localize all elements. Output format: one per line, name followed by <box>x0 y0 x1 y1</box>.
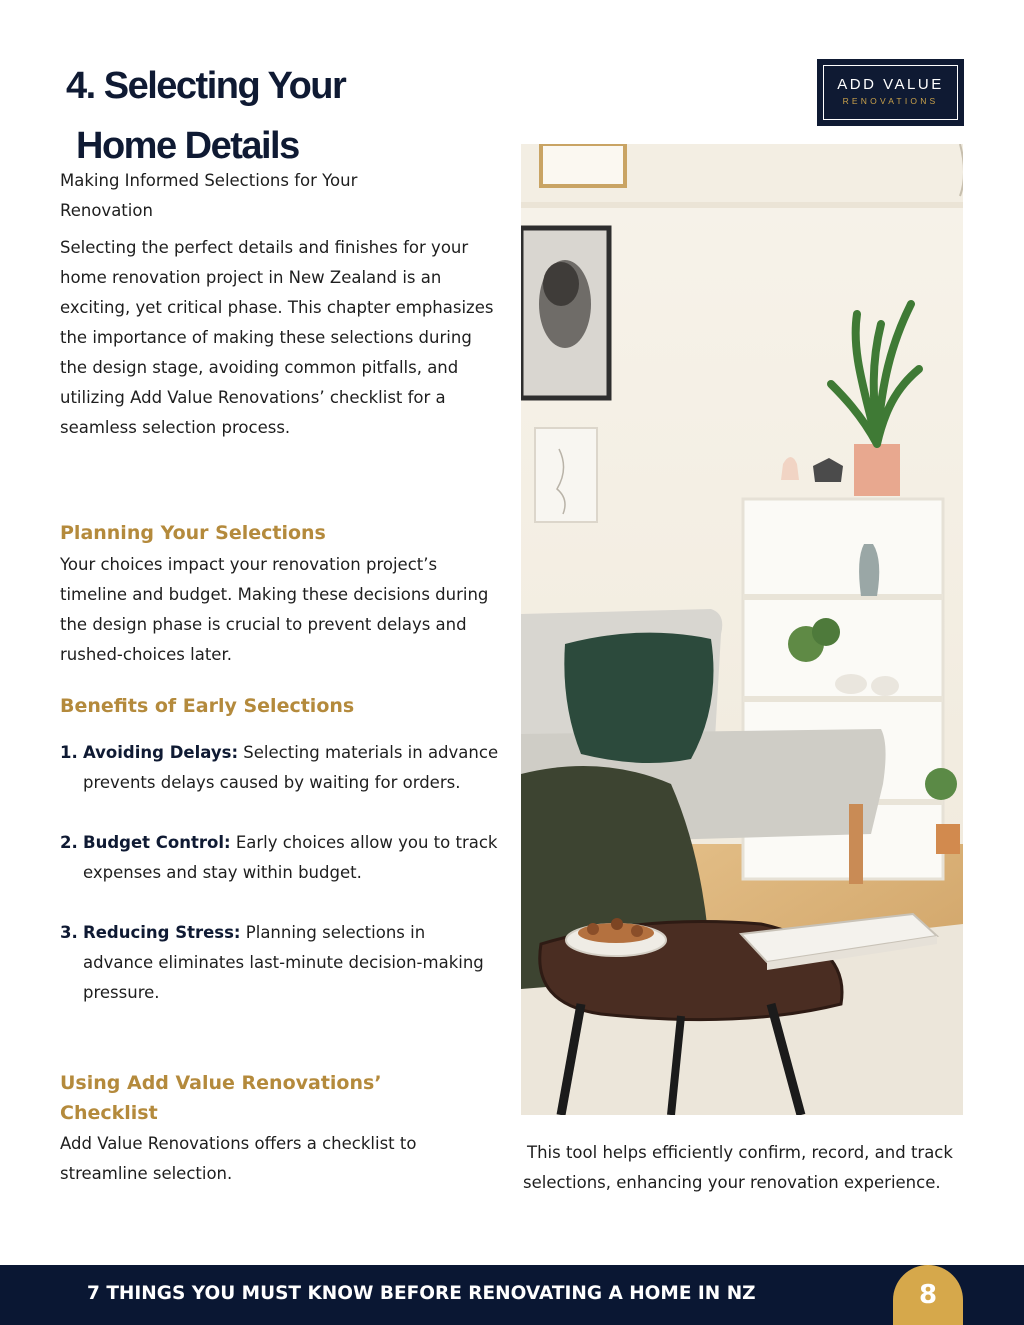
intro-body: Selecting the perfect details and finishes for your home renovation project in New Zealand is an exciting, yet critical phase. This chapter emphasizes the importance of making these selections during the design stage, avoiding common pitfalls, and utilizing Add Value Renovations’ checklist for a seamless selection process. <box>60 238 494 437</box>
living-room-photo <box>521 144 963 1115</box>
list-number: 3. <box>60 923 78 942</box>
title-line-2: Home Details <box>76 125 299 167</box>
list-number: 2. <box>60 833 78 852</box>
list-item <box>60 918 500 1008</box>
intro-subtitle: Making Informed Selections for Your Renovation <box>60 171 358 220</box>
list-item <box>60 828 500 888</box>
checklist-body: Add Value Renovations offers a checklist to streamline selection. <box>60 1134 417 1183</box>
title-line-1: 4. Selecting Your <box>66 65 346 107</box>
list-text: Selecting materials in advance prevents delays caused by waiting for orders. <box>83 743 499 792</box>
footer-bar <box>0 1265 1024 1325</box>
photo-caption: This tool helps efficiently confirm, record, and track selections, enhancing your renovation experience. <box>523 1143 953 1192</box>
list-text: Early choices allow you to track expenses and stay within budget. <box>83 833 498 882</box>
footer-text: 7 THINGS YOU MUST KNOW BEFORE RENOVATING A HOME IN NZ <box>87 1283 756 1304</box>
planning-body: Your choices impact your renovation project’s timeline and budget. Making these decisions during the design phase is crucial to prevent delays and rushed-choices later. <box>60 555 489 664</box>
logo-subtext: RENOVATIONS <box>842 96 939 106</box>
list-item <box>60 738 500 798</box>
checklist-heading: Using Add Value Renovations’ Checklist <box>60 1072 382 1124</box>
benefits-heading: Benefits of Early Selections <box>60 695 355 717</box>
page-title <box>66 56 345 176</box>
page-number-badge <box>893 1265 963 1325</box>
planning-heading: Planning Your Selections <box>60 522 326 544</box>
list-text: Planning selections in advance eliminates last-minute decision-making pressure. <box>83 923 484 1002</box>
list-term: Budget Control: <box>83 833 231 852</box>
page-number: 8 <box>918 1280 938 1310</box>
brand-logo <box>817 59 964 126</box>
list-number: 1. <box>60 743 78 762</box>
list-term: Reducing Stress: <box>83 923 241 942</box>
logo-text: ADD VALUE <box>837 76 944 93</box>
list-term: Avoiding Delays: <box>83 743 239 762</box>
benefits-list <box>60 738 500 1008</box>
